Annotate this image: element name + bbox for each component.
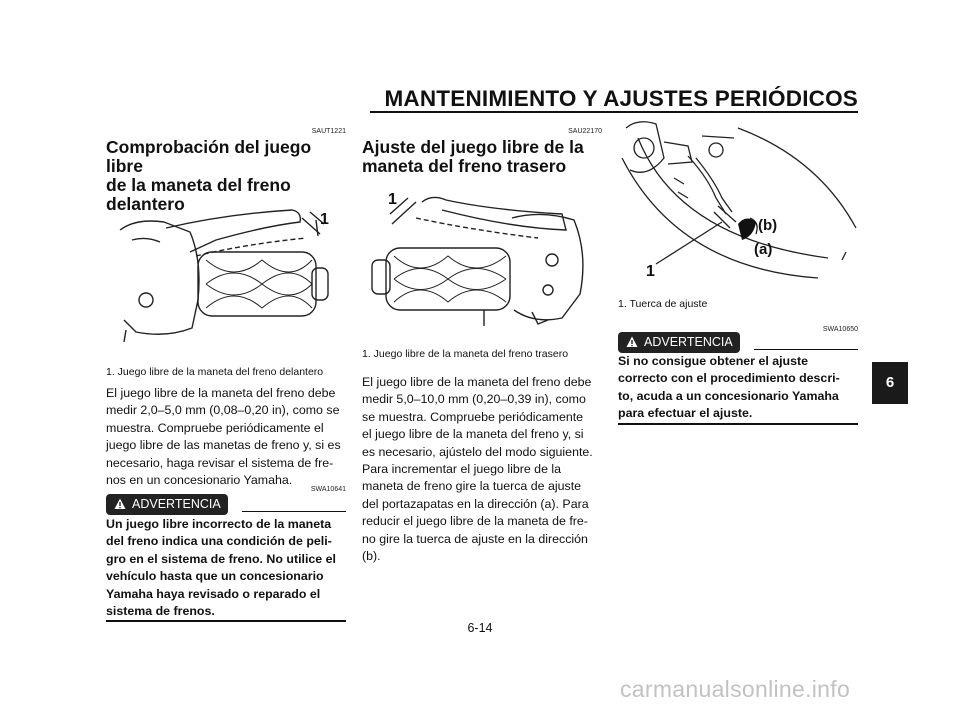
warning-line: Yamaha haya revisado o reparado el	[106, 586, 321, 601]
body-line: El juego libre de la maneta del freno debe	[106, 386, 336, 400]
figure-callout: 1	[646, 263, 655, 280]
warning-line: Si no consigue obtener el ajuste	[618, 354, 809, 368]
figure-caption: 1. Juego libre de la maneta del freno delantero	[106, 366, 324, 378]
figure-caption: 1. Tuerca de ajuste	[618, 298, 708, 310]
body-line: Para incrementar el juego libre de la	[362, 462, 562, 477]
body-line: se muestra. Compruebe periódicamente	[362, 409, 584, 424]
body-text	[106, 385, 346, 489]
page-header-title: MANTENIMIENTO Y AJUSTES PERIÓDICOS	[384, 86, 858, 111]
direction-label-a: (a)	[754, 241, 773, 258]
watermark: carmanualsonline.info	[620, 676, 851, 702]
warning-line: correcto con el procedimiento descri-	[618, 371, 840, 386]
warning-line: Un juego libre incorrecto de la maneta	[106, 517, 332, 531]
page-number: 6-14	[467, 621, 493, 635]
warning-rule	[242, 511, 346, 512]
rear-brake-adjusting-nut-figure	[618, 118, 858, 286]
body-line: medir 5,0–10,0 mm (0,20–0,39 in), como	[362, 392, 586, 407]
warning-triangle-icon	[626, 336, 638, 348]
body-line: medir 2,0–5,0 mm (0,08–0,20 in), como se	[106, 403, 340, 418]
warning-header	[106, 494, 346, 516]
warning-line: para efectuar el ajuste.	[618, 406, 753, 421]
heading-line: Ajuste del juego libre de la	[362, 137, 584, 157]
body-line: no gire la tuerca de ajuste en la dirección	[362, 531, 588, 546]
warning-line: to, acuda a un concesionario Yamaha	[618, 388, 839, 403]
body-line: (b).	[362, 549, 381, 564]
warning-line: vehículo hasta que un concesionario	[106, 569, 324, 584]
body-line: muestra. Compruebe periódicamente el	[106, 420, 324, 435]
heading-line: delantero	[106, 194, 185, 214]
rear-brake-lever-figure	[362, 184, 602, 330]
body-line: maneta de freno gire la tuerca de ajuste	[362, 479, 582, 494]
warning-code: SWA10641	[310, 486, 346, 493]
warning-text	[106, 516, 346, 620]
figure-callout: 1	[388, 191, 397, 208]
section-code: SAUT1221	[311, 128, 346, 135]
heading-line: Comprobación del juego libre	[106, 137, 312, 176]
warning-badge	[106, 494, 228, 515]
body-line: El juego libre de la maneta del freno debe	[362, 375, 592, 389]
body-line: es necesario, ajústelo del modo siguiente.	[362, 444, 593, 459]
warning-code: SWA10650	[822, 326, 858, 333]
warning-end-rule	[618, 423, 858, 425]
body-line: reducir el juego libre de la maneta de fre-	[362, 514, 588, 529]
figure-callout: 1	[320, 211, 329, 228]
warning-label: ADVERTENCIA	[644, 335, 733, 349]
warning-badge	[618, 332, 740, 353]
warning-end-rule	[106, 620, 346, 622]
body-line: nos en un concesionario Yamaha.	[106, 473, 293, 488]
warning-line: sistema de frenos.	[106, 604, 215, 619]
warning-rule	[754, 349, 858, 350]
body-line: necesario, haga revisar el sistema de fre-	[106, 455, 334, 470]
direction-label-b: (b)	[758, 217, 778, 234]
warning-line: gro en el sistema de freno. No utilice el	[106, 551, 336, 566]
warning-header	[618, 332, 858, 354]
warning-text	[618, 353, 858, 423]
front-brake-lever-figure	[106, 200, 346, 342]
body-text	[362, 374, 602, 565]
section-code: SAU22170	[568, 128, 602, 135]
warning-label: ADVERTENCIA	[132, 497, 221, 511]
chapter-tab: 6	[872, 362, 908, 404]
figure-caption: 1. Juego libre de la maneta del freno trasero	[362, 348, 569, 360]
body-line: juego libre de las manetas de freno y, si es	[106, 438, 341, 453]
header-rule	[370, 111, 858, 113]
warning-triangle-icon	[114, 498, 126, 510]
body-line: el juego libre de la maneta del freno y, si	[362, 427, 584, 442]
body-line: del portazapatas en la dirección (a). Para	[362, 496, 589, 511]
heading-line: de la maneta del freno	[106, 175, 291, 195]
warning-line: del freno indica una condición de peli-	[106, 534, 332, 549]
heading-line: maneta del freno trasero	[362, 156, 567, 176]
section-heading-rear-brake	[362, 138, 607, 176]
